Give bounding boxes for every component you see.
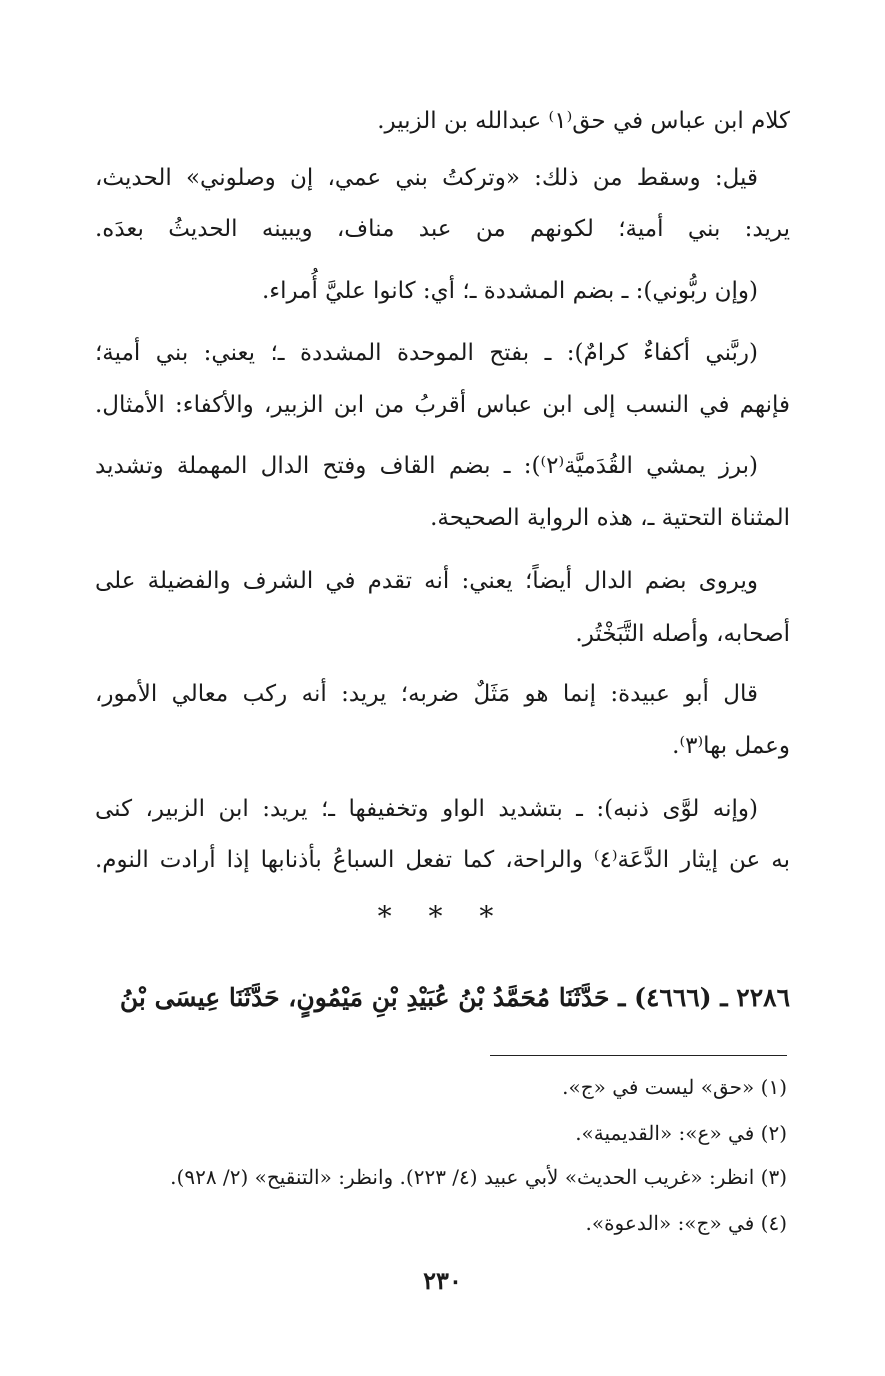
body-line: (برز يمشي القُدَميَّة⁽٢⁾): ـ بضم القاف وفتح الدال المهملة وتشديد — [95, 453, 758, 479]
body-line: قال أبو عبيدة: إنما هو مَثَلٌ ضربه؛ يريد: أنه ركب معالي الأمور، — [95, 681, 758, 707]
body-line: يريد: بني أمية؛ لكونهم من عبد مناف، ويبينه الحديثُ بعدَه. — [95, 216, 790, 242]
footnote: (٣) انظر: «غريب الحديث» لأبي عبيد (٤/ ٢٢٣). وانظر: «التنقيح» (٢/ ٩٢٨). — [170, 1165, 787, 1189]
hadith-heading: ٢٢٨٦ ـ (٤٦٦٦) ـ حَدَّثَنَا مُحَمَّدُ بْنُ عُبَيْدِ بْنِ مَيْمُونٍ، حَدَّثَنَا عِيسَى بْنُ — [119, 983, 790, 1012]
body-line: أصحابه، وأصله التَّبَخْتُر. — [575, 621, 790, 647]
section-separator: * * * — [377, 900, 508, 933]
body-line: المثناة التحتية ـ، هذه الرواية الصحيحة. — [430, 505, 790, 531]
footnote: (٢) في «ع»: «القديمية». — [575, 1121, 787, 1145]
footnote: (١) «حق» ليست في «ج». — [562, 1075, 787, 1099]
body-line: (وإن ربُّوني): ـ بضم المشددة ـ؛ أي: كانوا عليَّ أُمراء. — [261, 278, 758, 304]
body-line: فإنهم في النسب إلى ابن عباس أقربُ من ابن الزبير، والأكفاء: الأمثال. — [95, 392, 790, 418]
body-line: وعمل بها⁽٣⁾. — [672, 733, 790, 759]
body-line: قيل: وسقط من ذلك: «وتركتُ بني عمي، إن وصلوني» الحديث، — [95, 165, 758, 191]
body-line: (ربَّني أكفاءٌ كرامٌ): ـ بفتح الموحدة المشددة ـ؛ يعني: بني أمية؛ — [95, 340, 758, 366]
page-number: ٢٣٠ — [423, 1266, 462, 1295]
body-line: ويروى بضم الدال أيضاً؛ يعني: أنه تقدم في الشرف والفضيلة على — [95, 568, 758, 594]
body-line: به عن إيثار الدَّعَة⁽٤⁾ والراحة، كما تفعل السباعُ بأذنابها إذا أرادت النوم. — [95, 847, 791, 873]
footnote: (٤) في «ج»: «الدعوة». — [585, 1211, 787, 1235]
body-line: كلام ابن عباس في حق⁽١⁾ عبدالله بن الزبير. — [377, 108, 790, 134]
footnote-divider — [490, 1055, 787, 1056]
body-line: (وإنه لوَّى ذنبه): ـ بتشديد الواو وتخفيفها ـ؛ يريد: ابن الزبير، كنى — [95, 796, 758, 822]
